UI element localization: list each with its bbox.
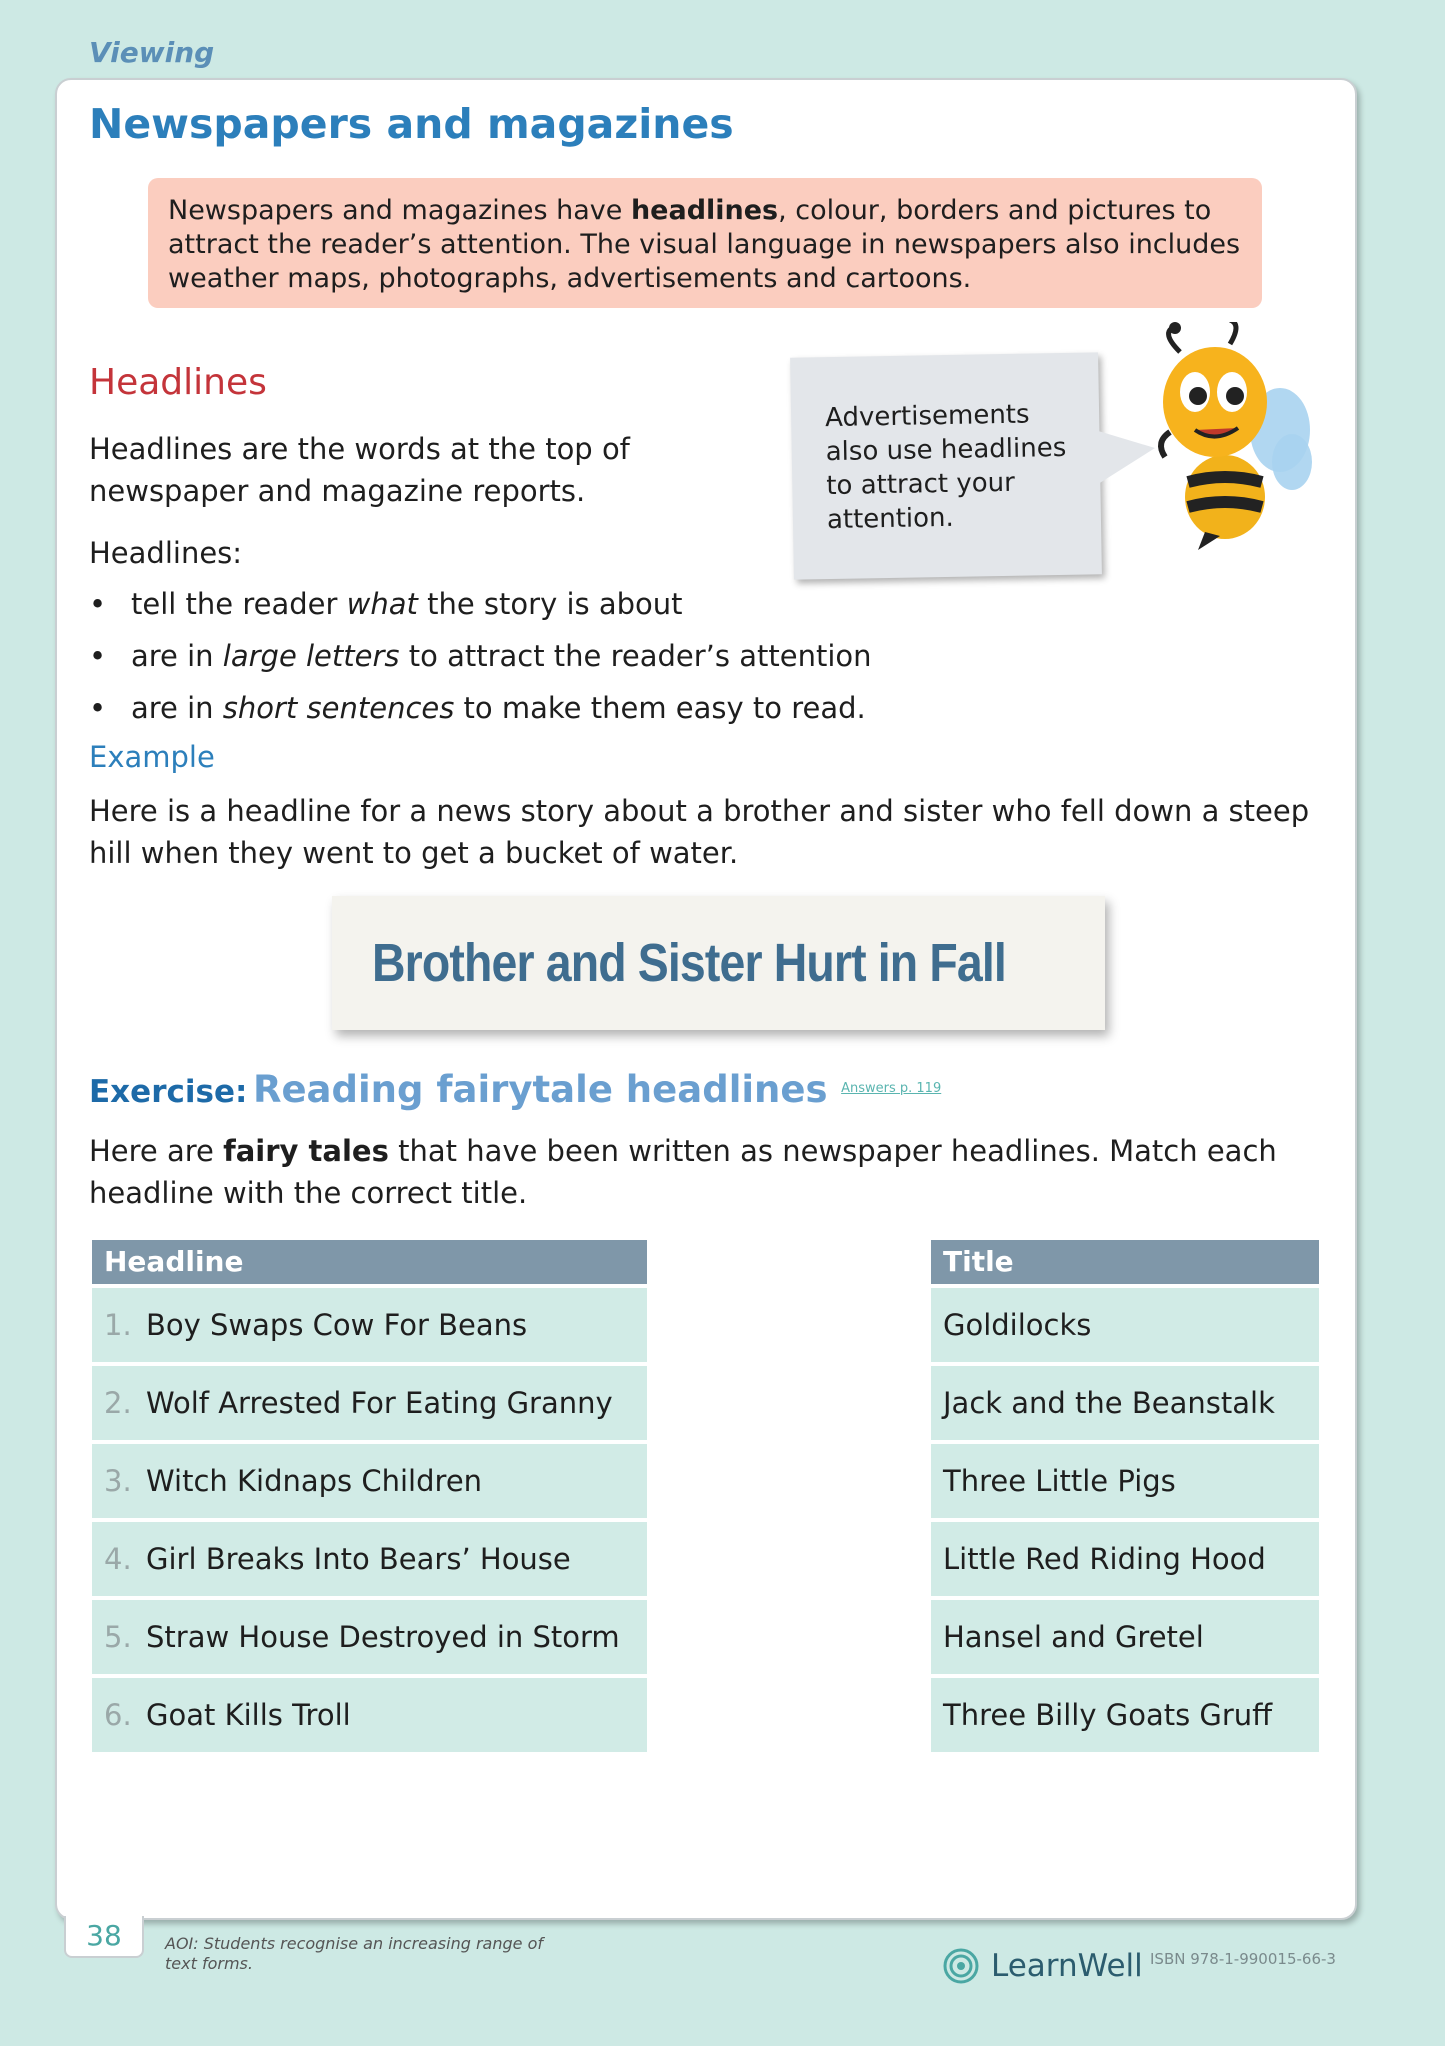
exercise-title: Reading fairytale headlines — [252, 1068, 828, 1111]
row-number: 1. — [104, 1308, 132, 1342]
headline-cell: Boy Swaps Cow For Beans — [146, 1308, 528, 1342]
bullet-emphasis: what — [346, 587, 418, 621]
example-paragraph: Here is a headline for a news story about a brother and sister who fell down a steep hill when they went to get a bucket of water. — [89, 794, 1310, 870]
bullet-text: are in — [131, 691, 223, 725]
exercise-heading — [89, 1068, 941, 1111]
table-row — [92, 1366, 647, 1440]
bullet-emphasis: short sentences — [222, 691, 455, 725]
table-row — [92, 1522, 647, 1596]
headline-column-header: Headline — [92, 1240, 647, 1284]
row-number: 4. — [104, 1542, 132, 1576]
spiral-logo-icon — [943, 1948, 979, 1984]
row-number: 6. — [104, 1698, 132, 1732]
table-row — [92, 1444, 647, 1518]
intro-text-pre: Newspapers and magazines have — [168, 195, 631, 226]
headline-cell: Goat Kills Troll — [146, 1698, 351, 1732]
table-row: Three Billy Goats Gruff — [931, 1678, 1319, 1752]
intro-text-post: , colour, borders and pictures to attract the reader’s attention. The visual language in newspapers also includes weather maps, photographs, advertisements and cartoons. — [168, 195, 1241, 294]
speech-bubble: Advertisements also use headlines to attract your attention. — [790, 352, 1102, 579]
headline-cell: Wolf Arrested For Eating Granny — [146, 1386, 613, 1420]
row-number: 2. — [104, 1386, 132, 1420]
section-label: Viewing — [89, 36, 215, 69]
bullet-dot: • — [89, 587, 107, 621]
row-number: 3. — [104, 1464, 132, 1498]
headline-cell: Witch Kidnaps Children — [146, 1464, 483, 1498]
bullet-text: to attract the reader’s attention — [399, 639, 872, 673]
intro-box — [148, 178, 1262, 308]
example-headline-text: Brother and Sister Hurt in Fall — [372, 933, 1006, 993]
bullet-text: the story is about — [417, 587, 683, 621]
table-row: Goldilocks — [931, 1288, 1319, 1362]
table-row: Hansel and Gretel — [931, 1600, 1319, 1674]
exercise-instruction — [89, 1130, 1329, 1214]
table-row — [92, 1600, 647, 1674]
bullet-text: are in — [131, 639, 223, 673]
table-row — [92, 1288, 647, 1362]
headlines-heading: Headlines — [89, 362, 267, 403]
brand-name: LearnWell — [991, 1948, 1143, 1984]
headlines-list-intro: Headlines: — [89, 536, 243, 570]
headline-cell: Straw House Destroyed in Storm — [146, 1620, 620, 1654]
title-table — [931, 1240, 1319, 1752]
bullet-text: tell the reader — [131, 587, 347, 621]
headline-table — [92, 1240, 647, 1752]
instruction-text: Here are — [89, 1134, 224, 1168]
row-number: 5. — [104, 1620, 132, 1654]
page-title: Newspapers and magazines — [89, 100, 734, 148]
headline-cell: Girl Breaks Into Bears’ House — [146, 1542, 571, 1576]
speech-bubble-tail — [1095, 430, 1155, 486]
isbn: ISBN 978-1-990015-66-3 — [1150, 1950, 1336, 1968]
table-row — [92, 1678, 647, 1752]
instruction-text: that have been written as newspaper headlines. Match each headline with the correct title. — [89, 1134, 1277, 1210]
bee-mascot-icon — [1150, 322, 1325, 552]
answers-link[interactable]: Answers p. 119 — [841, 1081, 942, 1096]
headlines-paragraph: Headlines are the words at the top of newspaper and magazine reports. — [89, 432, 630, 508]
example-label: Example — [89, 740, 215, 774]
footer-aoi-note: AOI: Students recognise an increasing range of text forms. — [165, 1934, 543, 1973]
instruction-bold: fairy tales — [223, 1134, 389, 1168]
bullet-dot: • — [89, 639, 107, 673]
example-headline-box — [332, 896, 1105, 1030]
table-row: Little Red Riding Hood — [931, 1522, 1319, 1596]
brand-logo — [943, 1944, 1143, 1990]
exercise-label: Exercise: — [89, 1074, 248, 1110]
bullet-text: to make them easy to read. — [454, 691, 866, 725]
title-column-header: Title — [931, 1240, 1319, 1284]
table-row: Three Little Pigs — [931, 1444, 1319, 1518]
page-number: 38 — [64, 1916, 144, 1958]
bullet-dot: • — [89, 691, 107, 725]
intro-text-bold: headlines — [630, 195, 779, 226]
bullet-emphasis: large letters — [222, 639, 400, 673]
table-row: Jack and the Beanstalk — [931, 1366, 1319, 1440]
